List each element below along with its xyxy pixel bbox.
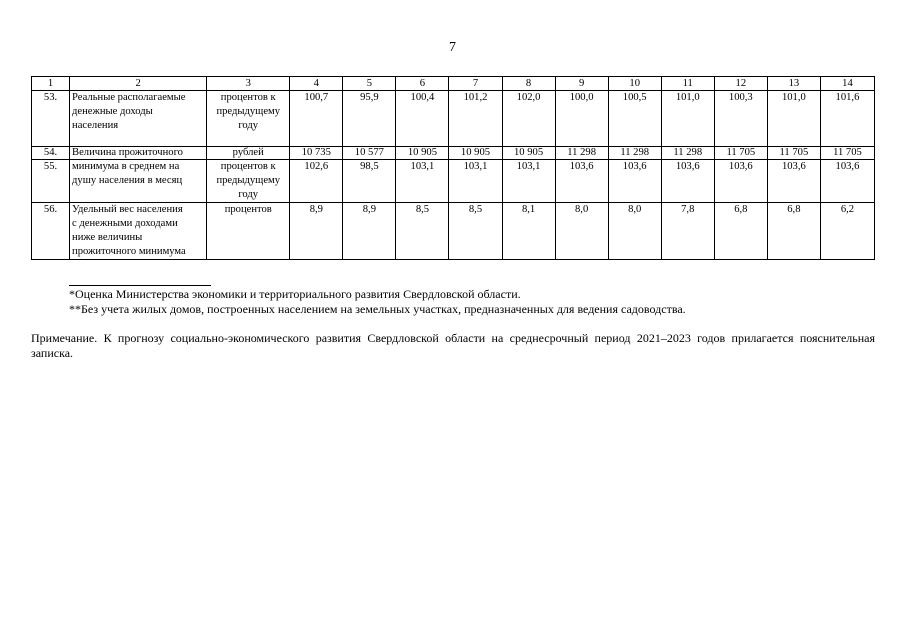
value-cell: 10 905 — [449, 147, 502, 160]
forecast-table — [31, 76, 875, 260]
footnote-2: **Без учета жилых домов, построенных населением на земельных участках, предназначенных для ведения садоводства. — [69, 302, 686, 316]
value-cell: 101,6 — [820, 91, 874, 147]
indicator-line: прожиточного минимума — [72, 246, 186, 257]
value-cell: 8,0 — [608, 203, 661, 260]
unit-cell — [207, 147, 290, 160]
footnote-1: *Оценка Министерства экономики и территориального развития Свердловской области. — [69, 287, 521, 301]
value-cell: 11 705 — [820, 147, 874, 160]
value-cell: 8,5 — [449, 203, 502, 260]
value-cell: 103,1 — [396, 160, 449, 203]
value-cell: 100,5 — [608, 91, 661, 147]
indicator-line: с денежными доходами — [72, 218, 178, 229]
indicator-cell — [70, 203, 207, 260]
value-cell: 8,0 — [555, 203, 608, 260]
indicator-line: населения — [72, 120, 119, 131]
row-number: 53. — [32, 91, 70, 147]
unit-line: процентов к — [220, 92, 276, 103]
value-cell: 8,1 — [502, 203, 555, 260]
header-cell: 5 — [343, 77, 396, 91]
row-number: 56. — [32, 203, 70, 260]
indicator-line: душу населения в месяц — [72, 175, 183, 186]
header-cell: 9 — [555, 77, 608, 91]
table-row — [32, 203, 875, 260]
header-cell: 11 — [661, 77, 714, 91]
indicator-cell — [70, 160, 207, 203]
value-cell: 101,0 — [767, 91, 820, 147]
indicator-line: ниже величины — [72, 232, 143, 243]
note-paragraph: Примечание. К прогнозу социально-экономического развития Свердловской области на среднесрочный период 2021–2023 годов прилагается пояснительная записка. — [31, 331, 875, 360]
value-cell: 103,6 — [555, 160, 608, 203]
header-cell: 10 — [608, 77, 661, 91]
value-cell: 100,3 — [714, 91, 767, 147]
header-cell: 13 — [767, 77, 820, 91]
value-cell: 6,8 — [714, 203, 767, 260]
value-cell: 102,0 — [502, 91, 555, 147]
value-cell: 100,4 — [396, 91, 449, 147]
header-cell: 8 — [502, 77, 555, 91]
value-cell: 6,8 — [767, 203, 820, 260]
header-cell: 12 — [714, 77, 767, 91]
unit-line: рублей — [232, 147, 264, 158]
indicator-line: Реальные располагаемые — [72, 92, 186, 103]
value-cell: 102,6 — [290, 160, 343, 203]
table-row — [32, 160, 875, 203]
header-cell: 3 — [207, 77, 290, 91]
indicator-cell — [70, 147, 207, 160]
value-cell: 103,1 — [449, 160, 502, 203]
table-row — [32, 91, 875, 147]
value-cell: 103,6 — [767, 160, 820, 203]
value-cell: 100,0 — [555, 91, 608, 147]
value-cell: 11 705 — [714, 147, 767, 160]
row-number: 54. — [32, 147, 70, 160]
unit-line: году — [238, 189, 259, 200]
value-cell: 103,6 — [608, 160, 661, 203]
indicator-line: денежные доходы — [72, 106, 153, 117]
value-cell: 11 298 — [555, 147, 608, 160]
value-cell: 10 905 — [396, 147, 449, 160]
indicator-line: Удельный вес населения — [72, 204, 183, 215]
header-cell: 1 — [32, 77, 70, 91]
unit-cell — [207, 160, 290, 203]
value-cell: 103,6 — [820, 160, 874, 203]
value-cell: 8,9 — [290, 203, 343, 260]
unit-cell — [207, 91, 290, 147]
value-cell: 11 705 — [767, 147, 820, 160]
value-cell: 98,5 — [343, 160, 396, 203]
value-cell: 101,2 — [449, 91, 502, 147]
value-cell: 103,1 — [502, 160, 555, 203]
unit-line: предыдущему — [216, 106, 281, 117]
header-cell: 2 — [70, 77, 207, 91]
unit-line: процентов — [224, 204, 272, 215]
unit-cell — [207, 203, 290, 260]
table-row — [32, 147, 875, 160]
value-cell: 10 577 — [343, 147, 396, 160]
header-cell: 4 — [290, 77, 343, 91]
value-cell: 11 298 — [608, 147, 661, 160]
value-cell: 8,9 — [343, 203, 396, 260]
value-cell: 10 905 — [502, 147, 555, 160]
value-cell: 95,9 — [343, 91, 396, 147]
unit-line: году — [238, 120, 259, 131]
value-cell: 100,7 — [290, 91, 343, 147]
value-cell: 8,5 — [396, 203, 449, 260]
value-cell: 103,6 — [714, 160, 767, 203]
value-cell: 10 735 — [290, 147, 343, 160]
unit-line: предыдущему — [216, 175, 281, 186]
row-number: 55. — [32, 160, 70, 203]
table-header-row — [32, 77, 875, 91]
value-cell: 101,0 — [661, 91, 714, 147]
value-cell: 7,8 — [661, 203, 714, 260]
value-cell: 6,2 — [820, 203, 874, 260]
unit-line: процентов к — [220, 161, 276, 172]
header-cell: 14 — [820, 77, 874, 91]
value-cell: 103,6 — [661, 160, 714, 203]
value-cell: 11 298 — [661, 147, 714, 160]
indicator-line: Величина прожиточного — [72, 147, 183, 158]
header-cell: 7 — [449, 77, 502, 91]
header-cell: 6 — [396, 77, 449, 91]
indicator-line: минимума в среднем на — [72, 161, 180, 172]
page-number: 7 — [449, 40, 456, 55]
footnote-separator — [69, 285, 211, 286]
indicator-cell — [70, 91, 207, 147]
footnotes — [69, 287, 686, 317]
